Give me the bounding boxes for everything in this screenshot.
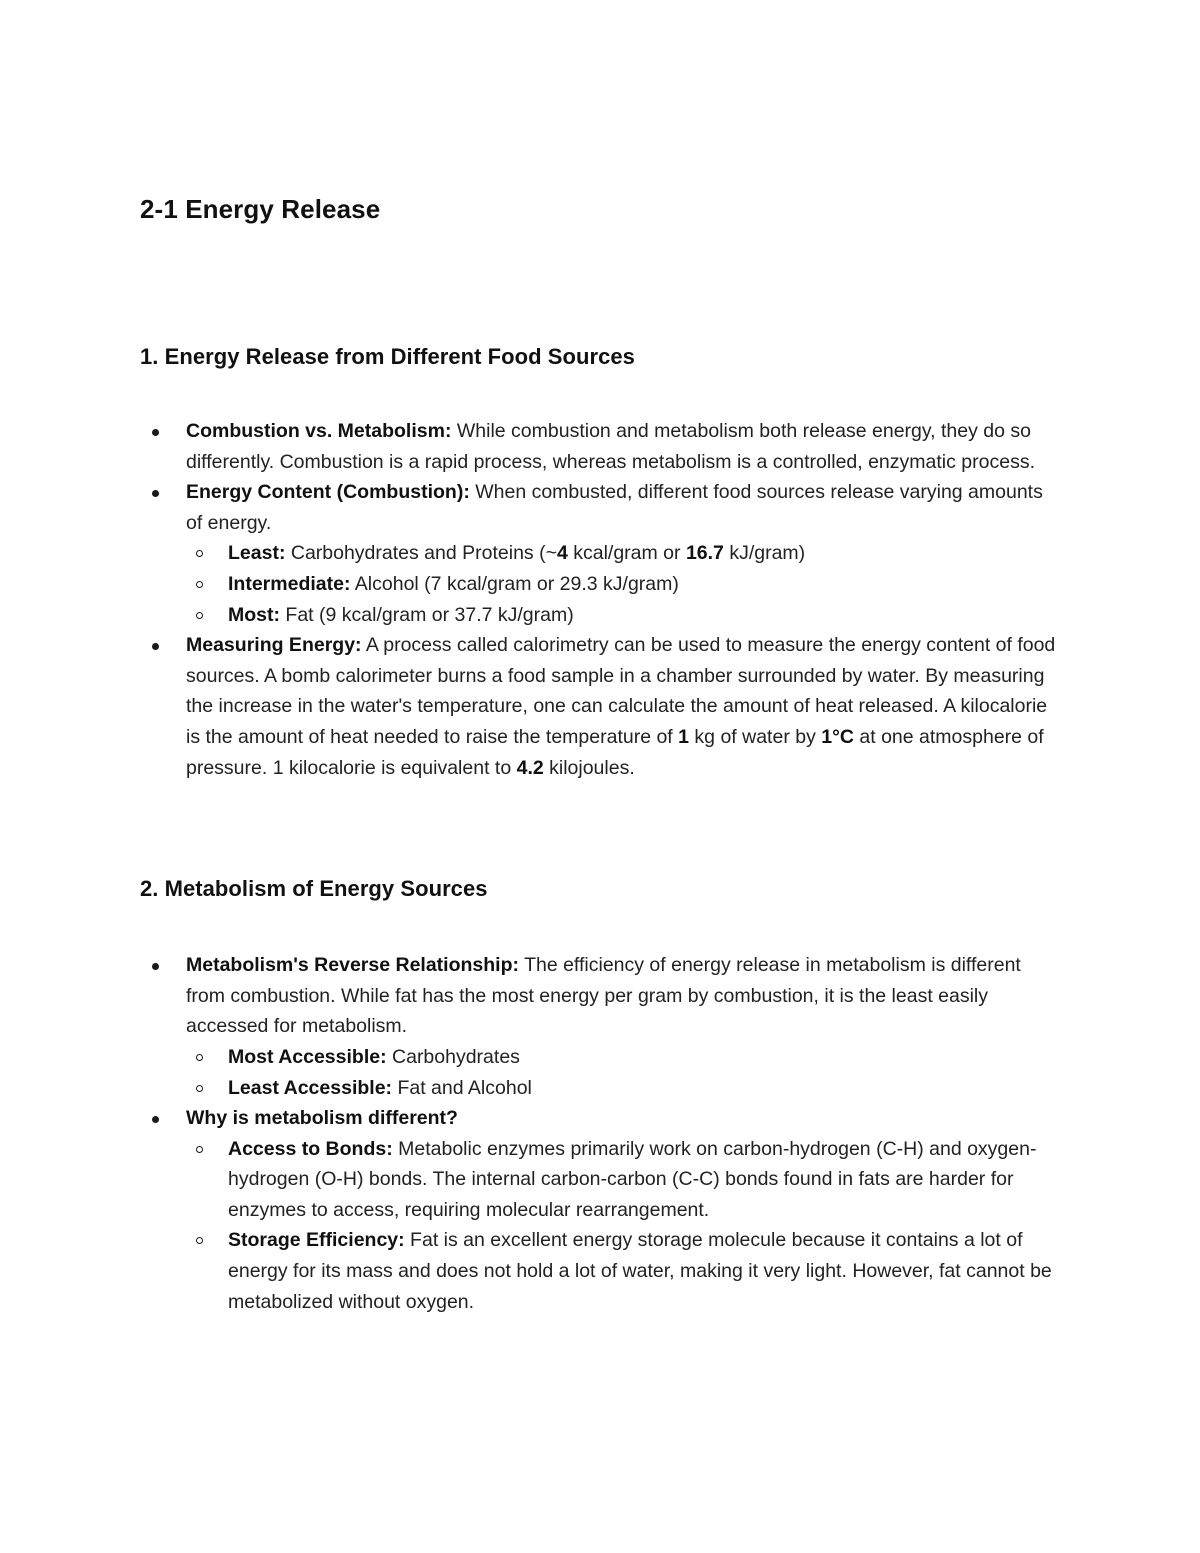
bullet-circle-icon <box>196 1073 205 1104</box>
sub-bullet-lead: Least: <box>228 542 286 565</box>
list-item <box>140 630 1060 783</box>
list-item <box>186 1225 1060 1317</box>
bullet-text: kilojoules. <box>543 756 635 779</box>
sub-bullet-lead: Most Accessible: <box>228 1045 387 1068</box>
sub-bullet-lead: Least Accessible: <box>228 1076 393 1099</box>
value-kcal: 9 <box>325 603 337 626</box>
section-heading-2: 2. Metabolism of Energy Sources <box>140 876 488 902</box>
sub-bullet-text: kcal/gram or <box>567 542 686 565</box>
bullet-lead: Measuring Energy: <box>186 634 362 657</box>
spacer <box>140 783 1060 875</box>
value-kilojoules: 4.2 <box>516 756 544 779</box>
section-1-bullet-list <box>140 416 1060 783</box>
sub-bullet-lead: Access to Bonds: <box>228 1137 393 1160</box>
bullet-circle-icon <box>196 569 205 600</box>
bullet-text: While combustion and metabolism both release energy, they do so differently. Combustion is a rapid process, whereas metabolism is a controlled, enzymatic process. <box>186 420 1035 473</box>
bullet-lead: Combustion vs. Metabolism: <box>186 420 452 442</box>
sub-bullet-text: kJ/gram) <box>597 572 679 595</box>
sub-bullet-text: Metabolic enzymes primarily work on carbon-hydrogen (C-H) and oxygen-hydrogen (O-H) bonds. The internal carbon-carbon (C-C) bonds found in fats are harder for enzymes to access, requiring molecular rearrangement. <box>228 1137 1037 1221</box>
bullet-disc-icon <box>152 950 161 981</box>
bullet-disc-icon <box>152 1103 161 1134</box>
spacer <box>140 903 1060 950</box>
value-mass: 1 <box>678 725 690 748</box>
spacer <box>140 225 1060 343</box>
bullet-text: When combusted, different food sources release varying amounts of energy. <box>186 481 1043 534</box>
bullet-circle-icon <box>196 1042 205 1073</box>
bullet-circle-icon <box>196 600 205 631</box>
value-kj: 16.7 <box>685 542 724 565</box>
sub-bullet-text: Fat ( <box>280 603 326 626</box>
sub-bullet-text: kJ/gram) <box>723 542 806 565</box>
bullet-lead: Energy Content (Combustion): <box>186 481 470 504</box>
value-kj: 29.3 <box>559 572 598 595</box>
list-item <box>186 538 1060 569</box>
sub-bullet-text: Alcohol ( <box>350 572 431 595</box>
sub-bullet-text: kcal/gram or <box>336 603 455 626</box>
sub-bullet-list <box>186 538 1060 630</box>
list-item <box>140 477 1060 630</box>
bullet-circle-icon <box>196 1134 205 1165</box>
list-item <box>140 1103 1060 1317</box>
bullet-disc-icon <box>152 416 161 447</box>
sub-bullet-text: Carbohydrates and Proteins (~ <box>285 542 557 565</box>
sub-bullet-text: kJ/gram) <box>492 603 574 626</box>
list-item <box>140 950 1060 1103</box>
sub-bullet-lead: Storage Efficiency: <box>228 1229 405 1252</box>
sub-bullet-lead: Intermediate: <box>228 572 351 595</box>
section-2-bullet-list <box>140 950 1060 1317</box>
value-kj: 37.7 <box>454 603 493 626</box>
sub-bullet-text: Fat is an excellent energy storage molecule because it contains a lot of energy for its mass and does not hold a lot of water, making it very light. However, fat cannot be metabolized without oxygen. <box>228 1229 1052 1313</box>
list-item <box>186 1073 1060 1104</box>
value-kcal: 7 <box>430 572 442 595</box>
page-title: 2-1 Energy Release <box>140 194 381 224</box>
spacer <box>140 371 1060 416</box>
bullet-lead: Why is metabolism different? <box>186 1107 458 1130</box>
sub-bullet-list <box>186 1042 1060 1103</box>
sub-bullet-text: kcal/gram or <box>441 572 560 595</box>
sub-bullet-lead: Most: <box>228 603 280 626</box>
list-item <box>140 416 1060 477</box>
sub-bullet-text: Fat and Alcohol <box>392 1076 532 1099</box>
list-item <box>186 600 1060 631</box>
value-kcal: 4 <box>556 542 568 565</box>
bullet-circle-icon <box>196 538 205 569</box>
value-temperature: 1°C <box>821 725 854 748</box>
list-item <box>186 1134 1060 1226</box>
bullet-lead: Metabolism's Reverse Relationship: <box>186 954 519 977</box>
bullet-text: at one atmosphere of pressure. 1 kilocalorie is equivalent to <box>186 725 1044 779</box>
sub-bullet-list <box>186 1134 1060 1318</box>
list-item <box>186 1042 1060 1073</box>
section-heading-1: 1. Energy Release from Different Food Sources <box>140 344 635 369</box>
bullet-text: The efficiency of energy release in metabolism is different from combustion. While fat has the most energy per gram by combustion, it is the least easily accessed for metabolism. <box>186 954 1021 1038</box>
bullet-disc-icon <box>152 477 161 508</box>
sub-bullet-text: Carbohydrates <box>386 1045 520 1068</box>
bullet-circle-icon <box>196 1225 205 1256</box>
bullet-text: A process called calorimetry can be used to measure the energy content of food sources. A bomb calorimeter burns a food sample in a chamber surrounded by water. By measuring the increase in the water's temperature, one can calculate the amount of heat released. A kilocalorie is the amount of heat needed to raise the temperature of <box>186 634 1056 748</box>
list-item <box>186 569 1060 600</box>
bullet-text: kg of water by <box>689 725 822 748</box>
bullet-disc-icon <box>152 630 161 661</box>
